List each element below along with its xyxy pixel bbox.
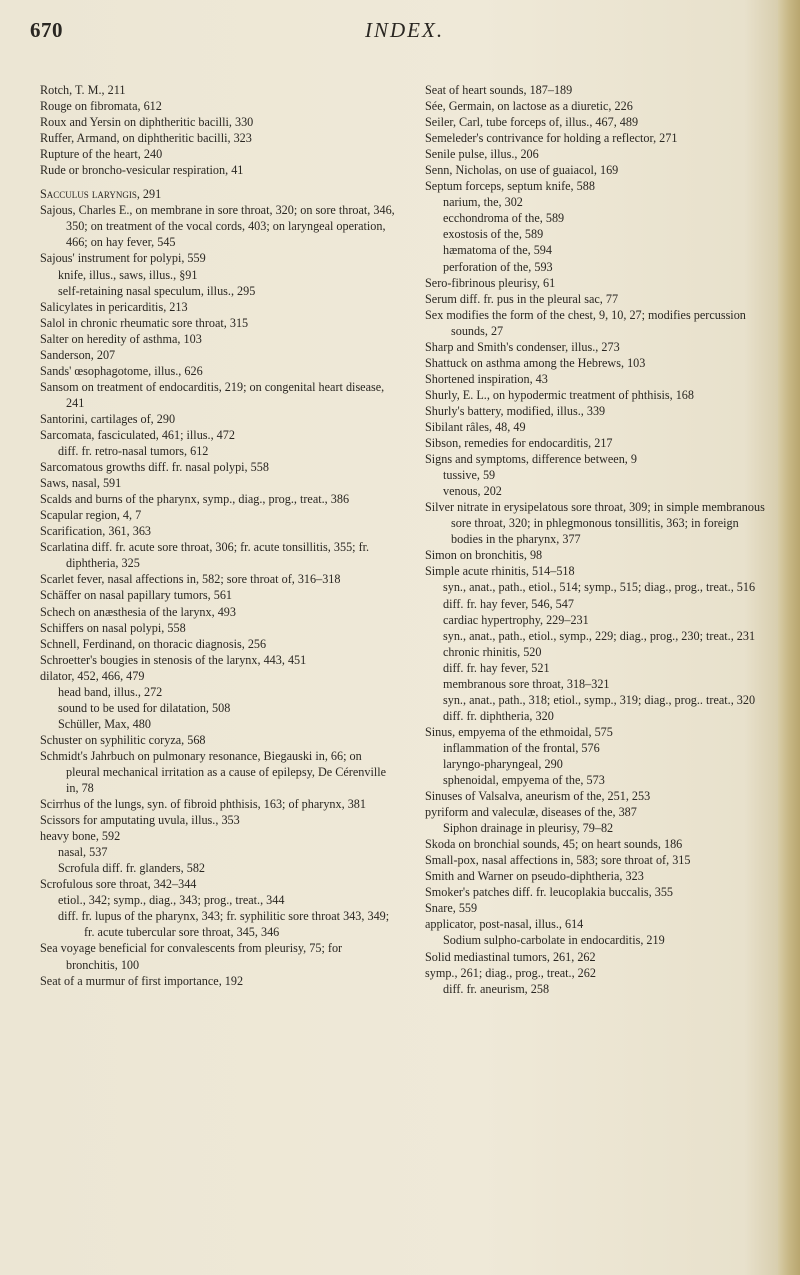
index-entry: Smoker's patches diff. fr. leucoplakia buccalis, 355 [425,885,674,900]
index-entry: Shortened inspiration, 43 [425,371,548,386]
index-entry: Schech on anæsthesia of the larynx, 493 [40,604,236,619]
index-entry: Rude or broncho-vesicular respiration, 41 [40,163,244,178]
index-entry: Semeleder's contrivance for holding a reflector, 271 [425,131,678,146]
index-entry: Sibilant râles, 48, 49 [425,419,526,434]
index-column-right [425,82,770,997]
index-entry: perforation of the, 593 [443,259,553,274]
index-entry: Sibson, remedies for endocarditis, 217 [425,436,613,451]
index-entry: dilator, 452, 466, 479 [40,668,145,683]
index-entry: Simple acute rhinitis, 514–518 [425,564,575,579]
index-entry: Sanderson, 207 [40,347,116,362]
index-entry: Scrofula diff. fr. glanders, 582 [58,861,206,876]
index-column-left [40,82,395,989]
index-entry: Sero-fibrinous pleurisy, 61 [425,275,556,290]
index-entry: Sharp and Smith's condenser, illus., 273 [425,339,620,354]
index-entry: Shurly, E. L., on hypodermic treatment of phthisis, 168 [425,387,694,402]
index-entry: Ruffer, Armand, on diphtheritic bacilli, 323 [40,131,252,146]
index-entry: Smith and Warner on pseudo-diphtheria, 323 [425,869,644,884]
index-entry: syn., anat., path., etiol., symp., 229; diag., prog., 230; treat., 231 [443,628,756,643]
index-entry: Rupture of the heart, 240 [40,147,163,162]
index-entry: Seat of a murmur of first importance, 192 [40,973,244,988]
index-entry: head band, illus., 272 [58,684,163,699]
index-entry: Sajous, Charles E., on membrane in sore throat, 320; on sore throat, 346, 350; on treatment of the vocal cords, 403; on laryngeal operation, 466; on hay fever, 545 [40,203,395,250]
section-gap [40,178,395,186]
index-entry: Santorini, cartilages of, 290 [40,411,176,426]
index-entry: syn., anat., path., 318; etiol., symp., 319; diag., prog.. treat., 320 [443,692,756,707]
index-entry: Schiffers on nasal polypi, 558 [40,620,186,635]
index-entry: inflammation of the frontal, 576 [443,740,600,755]
index-entry: Sée, Germain, on lactose as a diuretic, 226 [425,99,633,114]
index-entry: Scarlatina diff. fr. acute sore throat, 306; fr. acute tonsillitis, 355; fr. diphtheria, 325 [40,540,370,571]
index-entry: Sacculus laryngis, 291 [40,187,162,202]
index-entry: diff. fr. diphtheria, 320 [443,708,554,723]
index-entry: Senile pulse, illus., 206 [425,147,539,162]
index-entry: laryngo-pharyngeal, 290 [443,756,563,771]
index-entry: Senn, Nicholas, on use of guaiacol, 169 [425,163,619,178]
index-entry: Sodium sulpho-carbolate in endocarditis, 219 [443,933,665,948]
index-entry: Sinus, empyema of the ethmoidal, 575 [425,724,613,739]
index-entry: diff. fr. aneurism, 258 [443,981,550,996]
index-entry: Skoda on bronchial sounds, 45; on heart sounds, 186 [425,837,683,852]
index-entry: narium, the, 302 [443,195,523,210]
index-entry: Scarlet fever, nasal affections in, 582; sore throat of, 316–318 [40,572,341,587]
index-entry: Saws, nasal, 591 [40,476,122,491]
page-title: INDEX. [365,18,445,42]
index-entry: Silver nitrate in erysipelatous sore throat, 309; in simple membranous sore throat, 320; in phlegmonous tonsillitis, 363; in foreign bodies in the pharynx, 377 [425,500,765,547]
index-entry: hæmatoma of the, 594 [443,243,552,258]
index-entry: exostosis of the, 589 [443,227,544,242]
index-entry: sound to be used for dilatation, 508 [58,700,231,715]
index-entry: Sands' œsophagotome, illus., 626 [40,363,203,378]
index-entry: diff. fr. retro-nasal tumors, 612 [58,444,209,459]
index-entry: Sinuses of Valsalva, aneurism of the, 251, 253 [425,789,651,804]
index-entry: Salicylates in pericarditis, 213 [40,299,188,314]
index-entry: Small-pox, nasal affections in, 583; sore throat of, 315 [425,853,691,868]
index-entry: Schmidt's Jahrbuch on pulmonary resonance, Biegauski in, 66; on pleural mechanical irritation as a cause of epilepsy, De Cérenville in, 78 [40,748,387,796]
page-edge-shadow [778,0,800,1275]
index-entry: Schnell, Ferdinand, on thoracic diagnosis, 256 [40,636,267,651]
index-entry: sphenoidal, empyema of the, 573 [443,773,605,788]
index-entry: venous, 202 [443,484,502,499]
index-entry: Salol in chronic rheumatic sore throat, 315 [40,315,249,330]
index-entry: cardiac hypertrophy, 229–231 [443,612,589,627]
index-entry: tussive, 59 [443,468,496,483]
index-entry: Scalds and burns of the pharynx, symp., diag., prog., treat., 386 [40,492,350,507]
index-entry: Schuster on syphilitic coryza, 568 [40,732,206,747]
index-entry: Solid mediastinal tumors, 261, 262 [425,949,596,964]
index-entry: syn., anat., path., etiol., 514; symp., 515; diag., prog., treat., 516 [443,580,756,595]
index-entry: Schäffer on nasal papillary tumors, 561 [40,588,233,603]
index-entry: Seiler, Carl, tube forceps of, illus., 467, 489 [425,115,639,130]
index-entry: Shattuck on asthma among the Hebrews, 103 [425,355,646,370]
index-entry: Rotch, T. M., 211 [40,83,126,97]
index-entry: Snare, 559 [425,901,478,916]
index-entry: Siphon drainage in pleurisy, 79–82 [443,821,614,836]
index-entry: Signs and symptoms, difference between, 9 [425,452,637,467]
index-entry: Sex modifies the form of the chest, 9, 10, 27; modifies percussion sounds, 27 [425,307,746,338]
index-entry: Scrofulous sore throat, 342–344 [40,877,197,892]
index-entry: Sajous' instrument for polypi, 559 [40,251,206,266]
index-entry: Rouge on fibromata, 612 [40,99,162,114]
index-entry: Simon on bronchitis, 98 [425,548,543,563]
index-entry: Schüller, Max, 480 [58,716,151,731]
index-entry: Salter on heredity of asthma, 103 [40,331,202,346]
index-entry: applicator, post-nasal, illus., 614 [425,917,584,932]
index-entry: Scarification, 361, 363 [40,524,152,539]
page-number: 670 [30,18,63,42]
index-entry: pyriform and valeculæ, diseases of the, 387 [425,805,637,820]
index-entry: Shurly's battery, modified, illus., 339 [425,403,606,418]
index-entry: Sarcomatous growths diff. fr. nasal polypi, 558 [40,460,269,475]
index-entry: chronic rhinitis, 520 [443,644,542,659]
index-entry: symp., 261; diag., prog., treat., 262 [425,965,596,980]
index-entry: knife, illus., saws, illus., §91 [58,267,198,282]
index-entry: diff. fr. hay fever, 521 [443,660,550,675]
index-entry: Septum forceps, septum knife, 588 [425,179,595,194]
index-entry: Scapular region, 4, 7 [40,508,142,523]
index-entry: ecchondroma of the, 589 [443,211,565,226]
index-entry: Seat of heart sounds, 187–189 [425,83,573,97]
index-entry: heavy bone, 592 [40,829,121,844]
index-entry: Scissors for amputating uvula, illus., 353 [40,813,240,828]
index-entry: diff. fr. hay fever, 546, 547 [443,596,574,611]
index-entry: Sarcomata, fasciculated, 461; illus., 472 [40,427,235,442]
index-entry: diff. fr. lupus of the pharynx, 343; fr. syphilitic sore throat 343, 349; fr. acute tubercular sore throat, 345, 346 [58,909,390,940]
index-entry: etiol., 342; symp., diag., 343; prog., treat., 344 [58,893,285,908]
index-entry: membranous sore throat, 318–321 [443,676,610,691]
index-entry: self-retaining nasal speculum, illus., 295 [58,283,256,298]
index-entry: Sea voyage beneficial for convalescents from pleurisy, 75; for bronchitis, 100 [40,941,343,972]
index-entry: Roux and Yersin on diphtheritic bacilli, 330 [40,115,254,130]
index-entry: nasal, 537 [58,845,108,860]
index-entry: Schroetter's bougies in stenosis of the larynx, 443, 451 [40,652,307,667]
index-entry: Sansom on treatment of endocarditis, 219; on congenital heart disease, 241 [40,379,385,410]
index-entry: Serum diff. fr. pus in the pleural sac, 77 [425,291,619,306]
index-entry: Scirrhus of the lungs, syn. of fibroid phthisis, 163; of pharynx, 381 [40,797,366,812]
